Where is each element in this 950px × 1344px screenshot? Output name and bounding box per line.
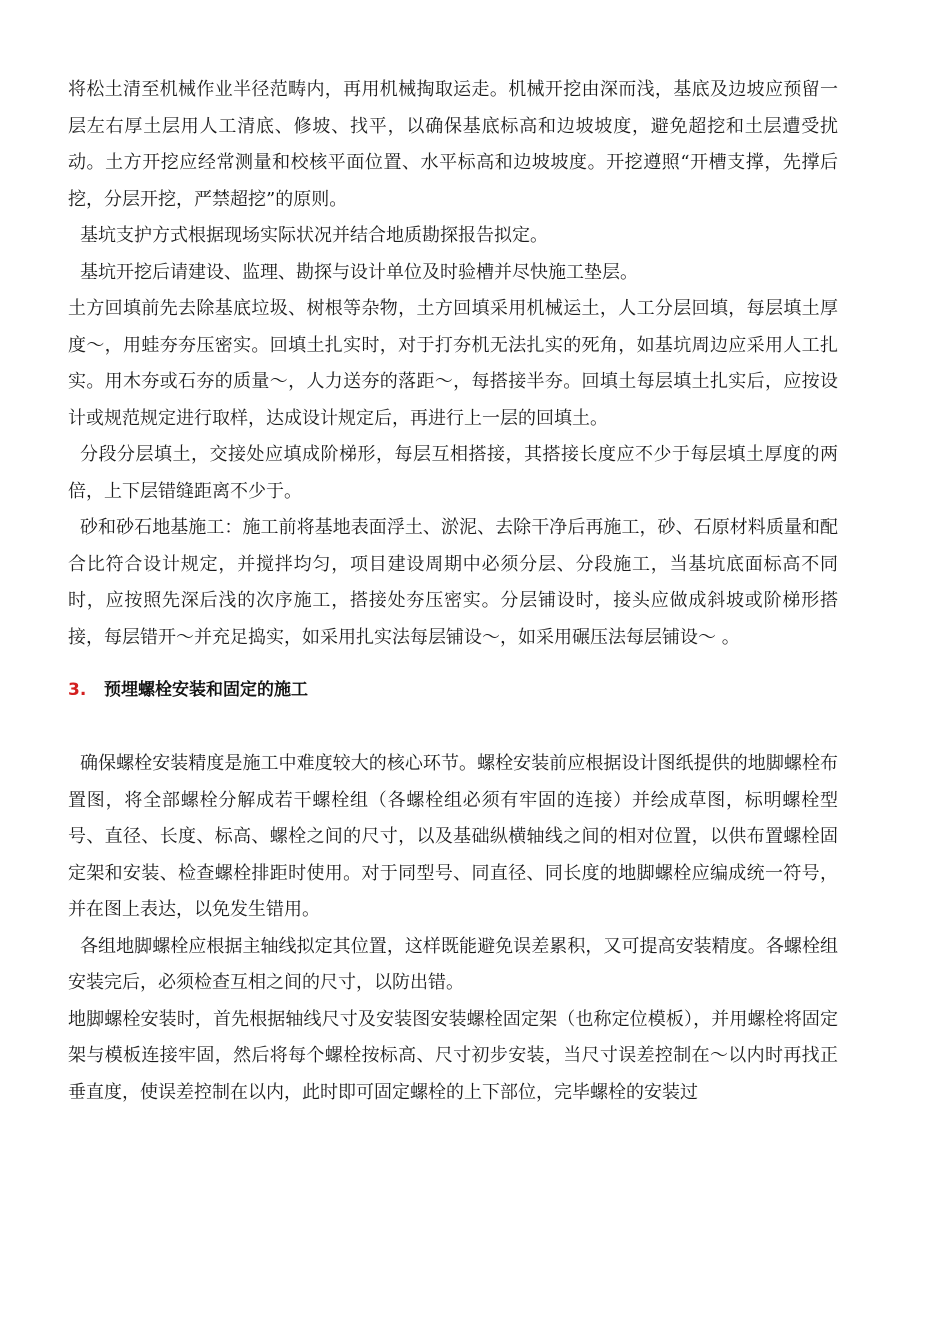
paragraph-bolt-precision: 确保螺栓安装精度是施工中难度较大的核心环节。螺栓安装前应根据设计图纸提供的地脚螺栓布置图，将全部螺栓分解成若干螺栓组（各螺栓组必须有牢固的连接）并绘成草图，标明螺栓型号、直径、长度、标高、螺栓之间的尺寸，以及基础纵横轴线之间的相对位置，以供布置螺栓固定架和安装、检查螺栓排距时使用。对于同型号、同直径、同长度的地脚螺栓应编成统一符号，并在图上表达，以免发生错用。 [68, 753, 838, 920]
paragraph-sand-gravel: 砂和砂石地基施工：施工前将基地表面浮土、淤泥、去除干净后再施工，砂、石原材料质量和配合比符合设计规定，并搅拌均匀，项目建设周期中必须分层、分段施工，当基坑底面标高不同时，应按照先深后浅的次序施工，搭接处夯压密实。分层铺设时，接头应做成斜坡或阶梯形搭接，每层错开～并充足捣实，如采用扎实法每层铺设～，如采用碾压法每层铺设～ 。 [68, 517, 838, 648]
paragraph-layered-fill: 分段分层填土，交接处应填成阶梯形，每层互相搭接，其搭接长度应不少于每层填土厚度的两倍，上下层错缝距离不少于。 [68, 444, 838, 502]
paragraph-backfill: 土方回填前先去除基底垃圾、树根等杂物，土方回填采用机械运土，人工分层回填，每层填土厚度～，用蛙夯夯压密实。回填土扎实时，对于打夯机无法扎实的死角，如基坑周边应采用人工扎实。用木夯或石夯的质量～，人力送夯的落距～，每搭接半夯。回填土每层填土扎实后，应按设计或规范规定进行取样，达成设计规定后，再进行上一层的回填土。 [68, 298, 838, 429]
paragraph-inspection: 基坑开挖后请建设、监理、勘探与设计单位及时验槽并尽快施工垫层。 [80, 261, 638, 283]
paragraph-support: 基坑支护方式根据现场实际状况并结合地质勘探报告拟定。 [80, 225, 548, 246]
section-number: 3. [68, 680, 87, 700]
section-heading [68, 678, 838, 702]
paragraph-bolt-groups: 各组地脚螺栓应根据主轴线拟定其位置，这样既能避免误差累积，又可提高安装精度。各螺栓组安装完后，必须检查互相之间的尺寸，以防出错。 [68, 935, 838, 993]
section-title: 预埋螺栓安装和固定的施工 [104, 680, 308, 700]
paragraph-bolt-installation: 地脚螺栓安装时，首先根据轴线尺寸及安装图安装螺栓固定架（也称定位模板），并用螺栓将固定架与模板连接牢固，然后将每个螺栓按标高、尺寸初步安装，当尺寸误差控制在～以内时再找正垂直度，使误差控制在以内，此时即可固定螺栓的上下部位，完毕螺栓的安装过 [68, 1008, 838, 1103]
paragraph-excavation: 将松土清至机械作业半径范畴内，再用机械掏取运走。机械开挖由深而浅，基底及边坡应预留一层左右厚土层用人工清底、修坡、找平，以确保基底标高和边坡坡度，避免超挖和土层遭受扰动。土方开挖应经常测量和校核平面位置、水平标高和边坡坡度。开挖遵照“开槽支撑，先撑后挖，分层开挖，严禁超挖”的原则。 [68, 79, 838, 210]
